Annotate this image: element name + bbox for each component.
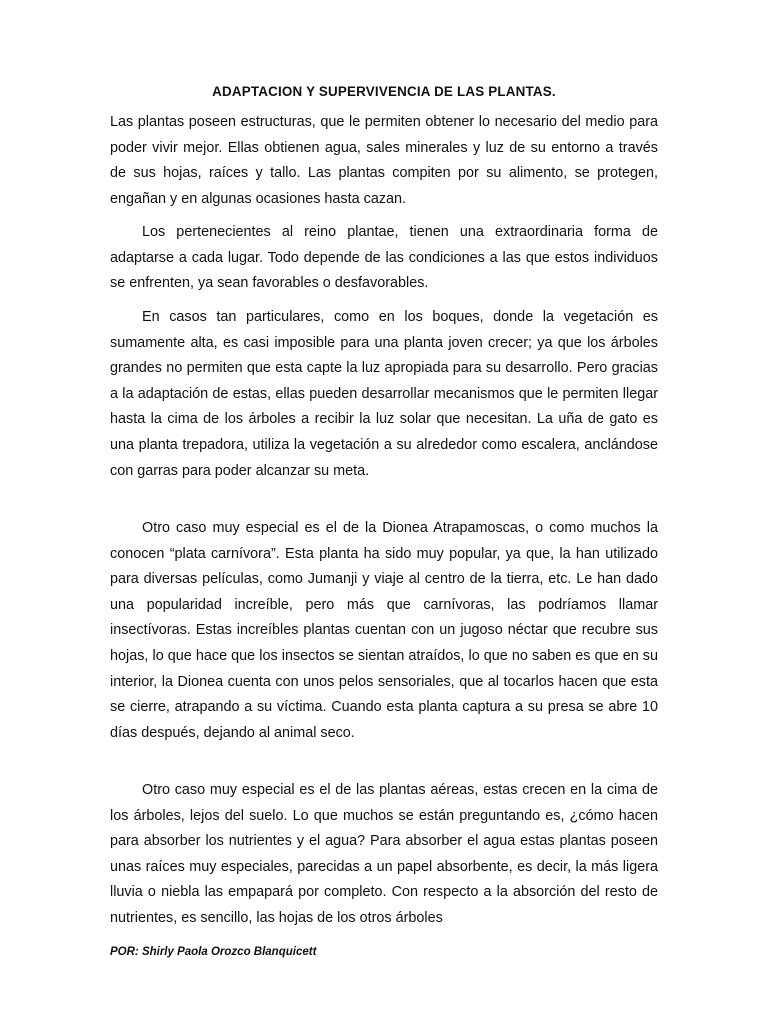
paragraph-plantas-aereas: Otro caso muy especial es el de las plantas aéreas, estas crecen en la cima de los árboles, lejos del suelo. Lo que muchos se están preguntando es, ¿cómo hacen para absorber los nutrientes y el agua? Para absorber el agua estas plantas poseen unas raíces muy especiales, parecidas a un papel absorbente, es decir, la más ligera lluvia o niebla las empapará por completo. Con respecto a la absorción del resto de nutrientes, es sencillo, las hojas de los otros árboles bbox=[110, 782, 658, 926]
author-footer: POR: Shirly Paola Orozco Blanquicett bbox=[110, 946, 317, 958]
paragraph-bosques: En casos tan particulares, como en los boques, donde la vegetación es sumamente alta, es casi imposible para una planta joven crecer; ya que los árboles grandes no permiten que esta capte la luz apropiada para su desarrollo. Pero gracias a la adaptación de estas, ellas pueden desarrollar mecanismos que le permiten llegar hasta la cima de los árboles a recibir la luz solar que necesitan. La uña de gato es una planta trepadora, utiliza la vegetación a su alrededor como escalera, anclándose con garras para poder alcanzar su meta. bbox=[110, 309, 658, 479]
document-title: ADAPTACION Y SUPERVIVENCIA DE LAS PLANTAS. bbox=[212, 84, 556, 99]
paragraph-dionea: Otro caso muy especial es el de la Dionea Atrapamoscas, o como muchos la conocen “plata carnívora”. Esta planta ha sido muy popular, ya que, la han utilizado para diversas películas, como Jumanji y viaje al centro de la tierra, etc. Le han dado una popularidad increíble, pero más que carnívoras, las podríamos llamar insectívoras. Estas increíbles plantas cuentan con un jugoso néctar que recubre sus hojas, lo que hace que los insectos se sientan atraídos, lo que no saben es que en su interior, la Dionea cuenta con unos pelos sensoriales, que al tocarlos hacen que esta se cierre, atrapando a su víctima. Cuando esta planta captura a su presa se abre 10 días después, dejando al animal seco. bbox=[110, 520, 658, 741]
paragraph-intro: Las plantas poseen estructuras, que le permiten obtener lo necesario del medio para poder vivir mejor. Ellas obtienen agua, sales minerales y luz de su entorno a través de sus hojas, raíces y tallo. Las plantas compiten por su alimento, se protegen, engañan y en algunas ocasiones hasta cazan. bbox=[110, 114, 658, 207]
paragraph-reino-plantae: Los pertenecientes al reino plantae, tienen una extraordinaria forma de adaptarse a cada lugar. Todo depende de las condiciones a las que estos individuos se enfrenten, ya sean favorables o desfavorables. bbox=[110, 224, 658, 292]
